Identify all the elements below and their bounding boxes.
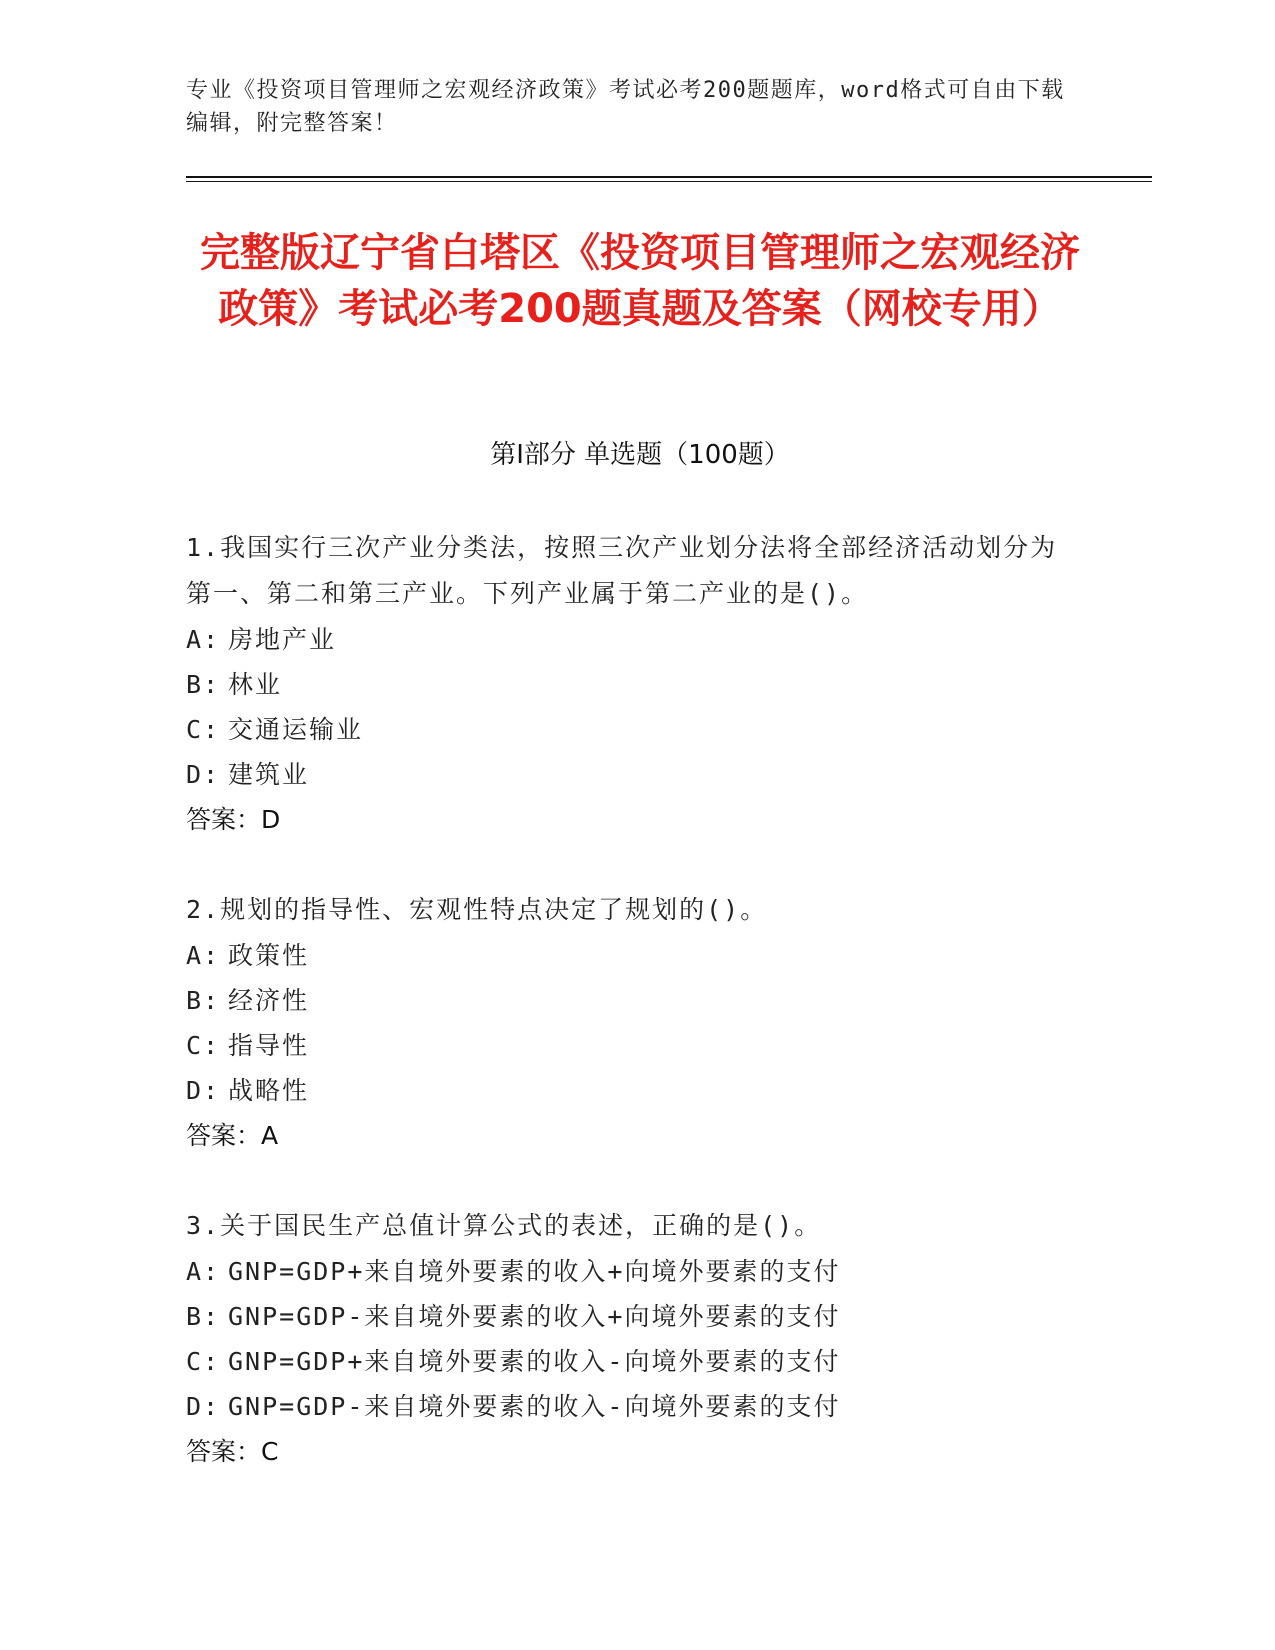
option-letter: D: (186, 760, 221, 789)
option-letter: D: (186, 1076, 221, 1105)
option-letter: C: (186, 1347, 221, 1376)
option-d (186, 1384, 1106, 1429)
option-d (186, 1068, 1106, 1113)
option-letter: A: (186, 1257, 221, 1286)
option-text: GNP=GDP-来自境外要素的收入+向境外要素的支付 (228, 1302, 841, 1331)
question-1 (186, 525, 1106, 843)
option-a (186, 933, 1106, 978)
option-b (186, 978, 1106, 1023)
option-a (186, 617, 1106, 662)
option-text: 林业 (228, 670, 283, 699)
question-stem: 3.关于国民生产总值计算公式的表述，正确的是()。 (186, 1211, 822, 1240)
option-text: 经济性 (228, 986, 310, 1015)
option-letter: A: (186, 625, 221, 654)
option-text: 交通运输业 (228, 715, 364, 744)
answer-line: 答案：C (186, 1437, 279, 1466)
option-a (186, 1249, 1106, 1294)
option-text: 政策性 (228, 941, 310, 970)
option-text: GNP=GDP+来自境外要素的收入-向境外要素的支付 (228, 1347, 841, 1376)
answer-line: 答案：A (186, 1121, 279, 1150)
header-note: 专业《投资项目管理师之宏观经济政策》考试必考200题题库，word格式可自由下载编辑，附完整答案！ (186, 78, 1065, 136)
document-title: 完整版辽宁省白塔区《投资项目管理师之宏观经济政策》考试必考200题真题及答案（网校专用） (200, 230, 1080, 332)
header-rule-thick (186, 176, 1152, 178)
option-c (186, 1023, 1106, 1068)
answer-line: 答案：D (186, 805, 281, 834)
option-text: 建筑业 (228, 760, 310, 789)
question-stem: 2.规划的指导性、宏观性特点决定了规划的()。 (186, 895, 768, 924)
header-rule-thin (186, 181, 1152, 182)
option-text: 战略性 (228, 1076, 310, 1105)
option-text: 指导性 (228, 1031, 310, 1060)
option-letter: A: (186, 941, 221, 970)
option-text: GNP=GDP+来自境外要素的收入+向境外要素的支付 (228, 1257, 841, 1286)
option-c (186, 1339, 1106, 1384)
option-letter: B: (186, 986, 221, 1015)
option-b (186, 662, 1106, 707)
question-2 (186, 887, 1106, 1159)
option-b (186, 1294, 1106, 1339)
option-d (186, 752, 1106, 797)
question-3 (186, 1203, 1106, 1475)
option-text: GNP=GDP-来自境外要素的收入-向境外要素的支付 (228, 1392, 841, 1421)
option-letter: C: (186, 715, 221, 744)
section-heading: 第Ⅰ部分 单选题（100题） (490, 440, 790, 470)
option-c (186, 707, 1106, 752)
question-list (186, 525, 1106, 1475)
option-letter: D: (186, 1392, 221, 1421)
question-stem: 1.我国实行三次产业分类法，按照三次产业划分法将全部经济活动划分为第一、第二和第三产业。下列产业属于第二产业的是()。 (186, 533, 1058, 608)
option-letter: B: (186, 1302, 221, 1331)
option-letter: C: (186, 1031, 221, 1060)
option-text: 房地产业 (228, 625, 337, 654)
option-letter: B: (186, 670, 221, 699)
